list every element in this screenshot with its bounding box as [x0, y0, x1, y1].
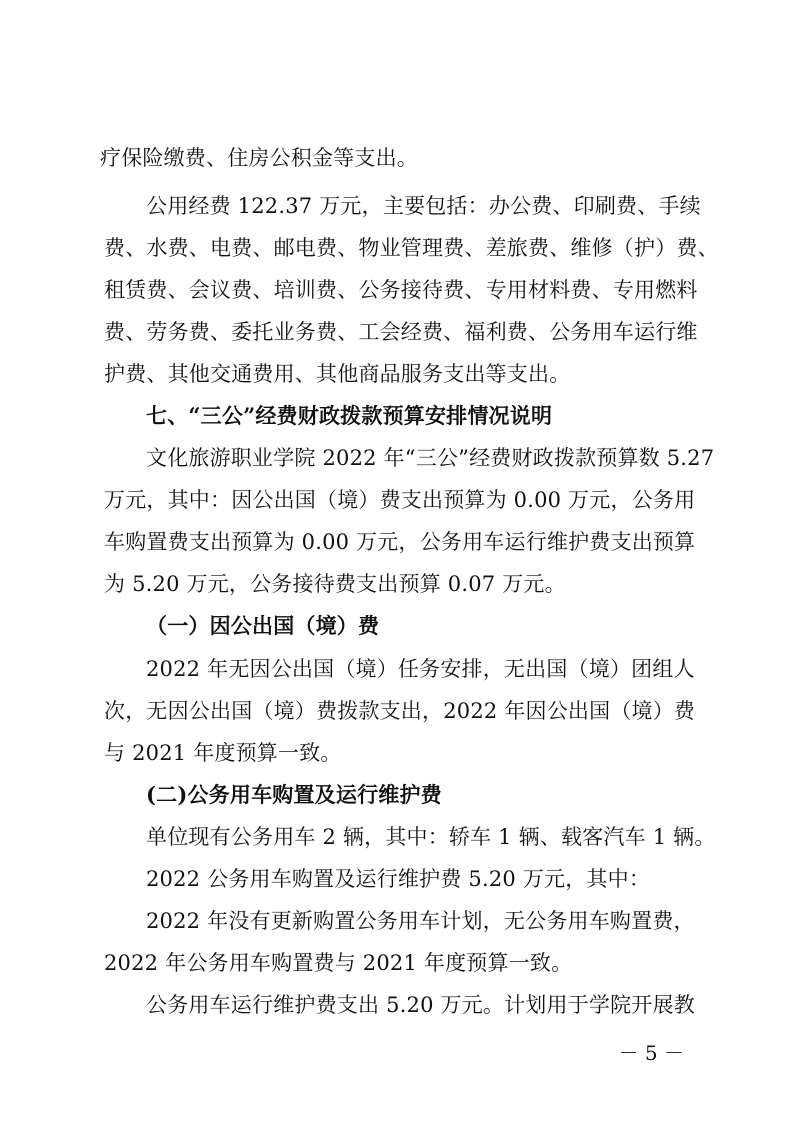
body-text-line: 单位现有公务用车 2 辆，其中：轿车 1 辆、载客汽车 1 辆。 — [146, 825, 716, 849]
body-text-line: 疗保险缴费、住房公积金等支出。 — [100, 146, 418, 170]
body-text-line: 护费、其他交通费用、其他商品服务支出等支出。 — [104, 362, 571, 386]
body-text-line: 车购置费支出预算为 0.00 万元，公务用车运行维护费支出预算 — [104, 530, 696, 554]
body-text-line: 租赁费、会议费、培训费、公务接待费、专用材料费、专用燃料 — [104, 278, 698, 302]
section-heading: 七、“三公”经费财政拨款预算安排情况说明 — [146, 403, 553, 428]
body-text-line: 与 2021 年度预算一致。 — [104, 741, 342, 765]
body-text-line: 2022 年无因公出国（境）任务安排，无出国（境）团组人 — [146, 657, 695, 681]
page-number: － 5 － — [618, 1041, 684, 1065]
body-text-line: 2022 年没有更新购置公务用车计划，无公务用车购置费， — [146, 909, 695, 933]
body-text-line: 费、劳务费、委托业务费、工会经费、福利费、公务用车运行维 — [104, 320, 698, 344]
body-text-line: 公务用车运行维护费支出 5.20 万元。计划用于学院开展教 — [146, 993, 695, 1017]
body-text-line: 公用经费 122.37 万元，主要包括：办公费、印刷费、手续 — [146, 194, 701, 218]
subsection-heading: (二)公务用车购置及运行维护费 — [146, 782, 442, 807]
body-text-line: 2022 年公务用车购置费与 2021 年度预算一致。 — [104, 951, 573, 975]
body-text-line: 次，无因公出国（境）费拨款支出，2022 年因公出国（境）费 — [104, 699, 696, 723]
body-text-line: 文化旅游职业学院 2022 年“三公”经费财政拨款预算数 5.27 — [146, 446, 715, 470]
subsection-heading: （一）因公出国（境）费 — [146, 613, 380, 638]
body-text-line: 2022 公务用车购置及运行维护费 5.20 万元，其中： — [146, 867, 651, 891]
body-text-line: 为 5.20 万元，公务接待费支出预算 0.07 万元。 — [104, 572, 566, 596]
body-text-line: 费、水费、电费、邮电费、物业管理费、差旅费、维修（护）费、 — [104, 236, 719, 260]
body-text-line: 万元，其中：因公出国（境）费支出预算为 0.00 万元，公务用 — [104, 488, 696, 512]
